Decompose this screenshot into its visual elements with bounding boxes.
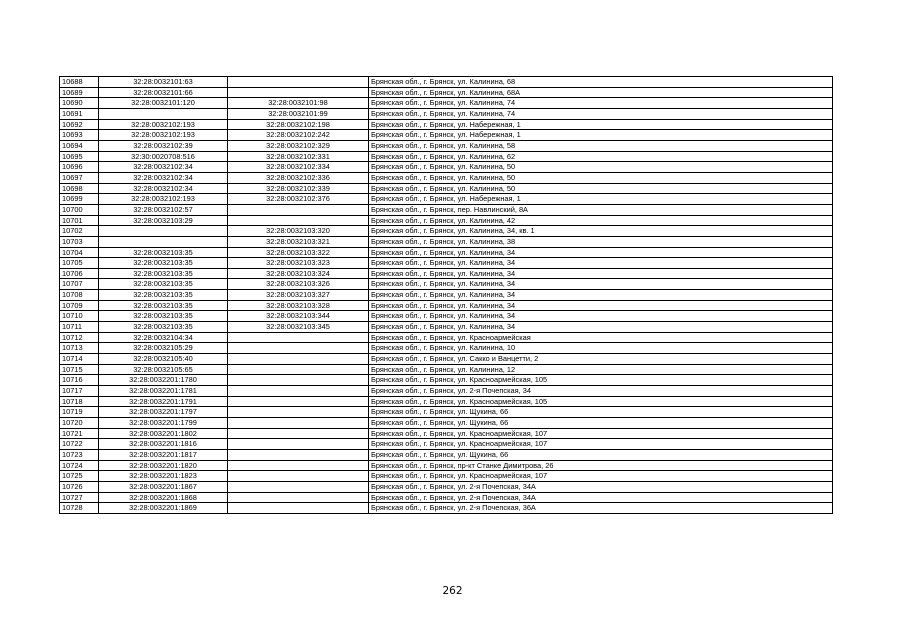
object-cadastral-number-cell xyxy=(228,439,369,450)
object-cadastral-number-cell xyxy=(228,343,369,354)
table-row xyxy=(60,247,833,258)
row-number-cell: 10704 xyxy=(60,247,99,258)
address-cell: Брянская обл., г. Брянск, ул. Набережная, 1 xyxy=(369,130,833,141)
table-row xyxy=(60,172,833,183)
address-cell: Брянская обл., г. Брянск, ул. Красноармейская, 105 xyxy=(369,396,833,407)
parcel-cadastral-number-cell: 32:28:0032102:39 xyxy=(99,140,228,151)
table-row xyxy=(60,386,833,397)
object-cadastral-number-cell xyxy=(228,77,369,88)
address-cell: Брянская обл., г. Брянск, ул. Калинина, 34, кв. 1 xyxy=(369,226,833,237)
row-number-cell: 10700 xyxy=(60,204,99,215)
address-cell: Брянская обл., г. Брянск, ул. Набережная, 1 xyxy=(369,194,833,205)
row-number-cell: 10715 xyxy=(60,364,99,375)
row-number-cell: 10714 xyxy=(60,354,99,365)
parcel-cadastral-number-cell: 32:28:0032105:29 xyxy=(99,343,228,354)
object-cadastral-number-cell xyxy=(228,396,369,407)
document-page xyxy=(59,76,833,514)
object-cadastral-number-cell xyxy=(228,364,369,375)
row-number-cell: 10699 xyxy=(60,194,99,205)
address-cell: Брянская обл., г. Брянск, ул. Калинина, 58 xyxy=(369,140,833,151)
table-row xyxy=(60,98,833,109)
parcel-cadastral-number-cell: 32:28:0032201:1780 xyxy=(99,375,228,386)
parcel-cadastral-number-cell xyxy=(99,236,228,247)
address-cell: Брянская обл., г. Брянск, ул. Щукина, 66 xyxy=(369,418,833,429)
table-row xyxy=(60,375,833,386)
parcel-cadastral-number-cell: 32:28:0032201:1817 xyxy=(99,449,228,460)
row-number-cell: 10690 xyxy=(60,98,99,109)
address-cell: Брянская обл., г. Брянск, ул. Сакко и Ванцетти, 2 xyxy=(369,354,833,365)
table-row xyxy=(60,77,833,88)
address-cell: Брянская обл., г. Брянск, ул. Щукина, 66 xyxy=(369,449,833,460)
address-cell: Брянская обл., г. Брянск, ул. Красноармейская, 105 xyxy=(369,375,833,386)
cadastral-table-body xyxy=(60,77,833,514)
table-row xyxy=(60,119,833,130)
row-number-cell: 10701 xyxy=(60,215,99,226)
table-row xyxy=(60,140,833,151)
address-cell: Брянская обл., г. Брянск, ул. Калинина, 34 xyxy=(369,247,833,258)
table-row xyxy=(60,439,833,450)
object-cadastral-number-cell xyxy=(228,418,369,429)
parcel-cadastral-number-cell: 32:28:0032201:1867 xyxy=(99,481,228,492)
address-cell: Брянская обл., г. Брянск, ул. Красноармейская xyxy=(369,332,833,343)
parcel-cadastral-number-cell: 32:28:0032103:35 xyxy=(99,258,228,269)
row-number-cell: 10712 xyxy=(60,332,99,343)
row-number-cell: 10689 xyxy=(60,87,99,98)
address-cell: Брянская обл., г. Брянск, ул. Щукина, 66 xyxy=(369,407,833,418)
row-number-cell: 10693 xyxy=(60,130,99,141)
address-cell: Брянская обл., г. Брянск, ул. Красноармейская, 107 xyxy=(369,428,833,439)
row-number-cell: 10706 xyxy=(60,268,99,279)
object-cadastral-number-cell: 32:28:0032102:334 xyxy=(228,162,369,173)
object-cadastral-number-cell: 32:28:0032102:339 xyxy=(228,183,369,194)
parcel-cadastral-number-cell: 32:28:0032103:35 xyxy=(99,311,228,322)
object-cadastral-number-cell xyxy=(228,460,369,471)
object-cadastral-number-cell xyxy=(228,481,369,492)
address-cell: Брянская обл., г. Брянск, ул. Калинина, 34 xyxy=(369,300,833,311)
table-row xyxy=(60,503,833,514)
row-number-cell: 10703 xyxy=(60,236,99,247)
row-number-cell: 10710 xyxy=(60,311,99,322)
parcel-cadastral-number-cell: 32:28:0032103:29 xyxy=(99,215,228,226)
object-cadastral-number-cell: 32:28:0032101:99 xyxy=(228,108,369,119)
row-number-cell: 10705 xyxy=(60,258,99,269)
row-number-cell: 10702 xyxy=(60,226,99,237)
object-cadastral-number-cell: 32:28:0032103:322 xyxy=(228,247,369,258)
address-cell: Брянская обл., г. Брянск, ул. Калинина, 10 xyxy=(369,343,833,354)
row-number-cell: 10707 xyxy=(60,279,99,290)
address-cell: Брянская обл., г. Брянск, ул. Калинина, 34 xyxy=(369,268,833,279)
row-number-cell: 10718 xyxy=(60,396,99,407)
parcel-cadastral-number-cell: 32:28:0032102:57 xyxy=(99,204,228,215)
row-number-cell: 10727 xyxy=(60,492,99,503)
table-row xyxy=(60,226,833,237)
parcel-cadastral-number-cell xyxy=(99,226,228,237)
parcel-cadastral-number-cell: 32:28:0032201:1869 xyxy=(99,503,228,514)
object-cadastral-number-cell xyxy=(228,87,369,98)
address-cell: Брянская обл., г. Брянск, ул. Калинина, 50 xyxy=(369,172,833,183)
table-row xyxy=(60,481,833,492)
address-cell: Брянская обл., г. Брянск, ул. Калинина, 62 xyxy=(369,151,833,162)
address-cell: Брянская обл., г. Брянск, ул. 2-я Почепская, 34А xyxy=(369,492,833,503)
object-cadastral-number-cell: 32:28:0032103:324 xyxy=(228,268,369,279)
row-number-cell: 10708 xyxy=(60,290,99,301)
parcel-cadastral-number-cell: 32:28:0032201:1868 xyxy=(99,492,228,503)
object-cadastral-number-cell: 32:28:0032103:345 xyxy=(228,322,369,333)
object-cadastral-number-cell: 32:28:0032103:320 xyxy=(228,226,369,237)
parcel-cadastral-number-cell: 32:28:0032101:66 xyxy=(99,87,228,98)
parcel-cadastral-number-cell: 32:28:0032101:63 xyxy=(99,77,228,88)
table-row xyxy=(60,258,833,269)
address-cell: Брянская обл., г. Брянск, ул. Калинина, 34 xyxy=(369,290,833,301)
object-cadastral-number-cell xyxy=(228,204,369,215)
object-cadastral-number-cell: 32:28:0032102:242 xyxy=(228,130,369,141)
table-row xyxy=(60,311,833,322)
address-cell: Брянская обл., г. Брянск, пр-кт Станке Димитрова, 26 xyxy=(369,460,833,471)
parcel-cadastral-number-cell: 32:28:0032103:35 xyxy=(99,268,228,279)
object-cadastral-number-cell xyxy=(228,492,369,503)
row-number-cell: 10720 xyxy=(60,418,99,429)
address-cell: Брянская обл., г. Брянск, ул. Красноармейская, 107 xyxy=(369,439,833,450)
row-number-cell: 10728 xyxy=(60,503,99,514)
address-cell: Брянская обл., г. Брянск, ул. Калинина, 34 xyxy=(369,311,833,322)
table-row xyxy=(60,215,833,226)
address-cell: Брянская обл., г. Брянск, ул. Калинина, 50 xyxy=(369,162,833,173)
address-cell: Брянская обл., г. Брянск, ул. Калинина, 34 xyxy=(369,279,833,290)
table-row xyxy=(60,130,833,141)
row-number-cell: 10726 xyxy=(60,481,99,492)
object-cadastral-number-cell xyxy=(228,407,369,418)
table-row xyxy=(60,162,833,173)
address-cell: Брянская обл., г. Брянск, ул. 2-я Почепская, 34 xyxy=(369,386,833,397)
address-cell: Брянская обл., г. Брянск, ул. Калинина, 50 xyxy=(369,183,833,194)
row-number-cell: 10711 xyxy=(60,322,99,333)
object-cadastral-number-cell: 32:28:0032101:98 xyxy=(228,98,369,109)
table-row xyxy=(60,354,833,365)
table-row xyxy=(60,300,833,311)
table-row xyxy=(60,204,833,215)
object-cadastral-number-cell: 32:28:0032102:198 xyxy=(228,119,369,130)
address-cell: Брянская обл., г. Брянск, ул. 2-я Почепская, 34А xyxy=(369,481,833,492)
parcel-cadastral-number-cell: 32:28:0032201:1791 xyxy=(99,396,228,407)
parcel-cadastral-number-cell: 32:28:0032101:120 xyxy=(99,98,228,109)
row-number-cell: 10694 xyxy=(60,140,99,151)
address-cell: Брянская обл., г. Брянск, ул. Калинина, 34 xyxy=(369,322,833,333)
table-row xyxy=(60,428,833,439)
parcel-cadastral-number-cell: 32:28:0032102:193 xyxy=(99,194,228,205)
object-cadastral-number-cell xyxy=(228,503,369,514)
table-row xyxy=(60,492,833,503)
parcel-cadastral-number-cell xyxy=(99,108,228,119)
table-row xyxy=(60,268,833,279)
row-number-cell: 10722 xyxy=(60,439,99,450)
parcel-cadastral-number-cell: 32:28:0032201:1797 xyxy=(99,407,228,418)
address-cell: Брянская обл., г. Брянск, ул. Калинина, 68 xyxy=(369,77,833,88)
row-number-cell: 10697 xyxy=(60,172,99,183)
object-cadastral-number-cell: 32:28:0032103:326 xyxy=(228,279,369,290)
row-number-cell: 10696 xyxy=(60,162,99,173)
address-cell: Брянская обл., г. Брянск, ул. Калинина, 12 xyxy=(369,364,833,375)
parcel-cadastral-number-cell: 32:28:0032102:34 xyxy=(99,162,228,173)
row-number-cell: 10719 xyxy=(60,407,99,418)
parcel-cadastral-number-cell: 32:28:0032102:193 xyxy=(99,130,228,141)
page-number: 262 xyxy=(442,585,463,597)
address-cell: Брянская обл., г. Брянск, пер. Навлинский, 8А xyxy=(369,204,833,215)
parcel-cadastral-number-cell: 32:28:0032201:1799 xyxy=(99,418,228,429)
row-number-cell: 10725 xyxy=(60,471,99,482)
parcel-cadastral-number-cell: 32:28:0032103:35 xyxy=(99,300,228,311)
row-number-cell: 10721 xyxy=(60,428,99,439)
parcel-cadastral-number-cell: 32:28:0032201:1816 xyxy=(99,439,228,450)
table-row xyxy=(60,151,833,162)
parcel-cadastral-number-cell: 32:30:0020708:516 xyxy=(99,151,228,162)
parcel-cadastral-number-cell: 32:28:0032103:35 xyxy=(99,322,228,333)
object-cadastral-number-cell xyxy=(228,449,369,460)
table-row xyxy=(60,87,833,98)
parcel-cadastral-number-cell: 32:28:0032201:1781 xyxy=(99,386,228,397)
parcel-cadastral-number-cell: 32:28:0032105:40 xyxy=(99,354,228,365)
table-row xyxy=(60,194,833,205)
address-cell: Брянская обл., г. Брянск, ул. Калинина, 68А xyxy=(369,87,833,98)
parcel-cadastral-number-cell: 32:28:0032103:35 xyxy=(99,290,228,301)
table-row xyxy=(60,396,833,407)
object-cadastral-number-cell: 32:28:0032102:331 xyxy=(228,151,369,162)
table-row xyxy=(60,407,833,418)
row-number-cell: 10698 xyxy=(60,183,99,194)
parcel-cadastral-number-cell: 32:28:0032201:1802 xyxy=(99,428,228,439)
row-number-cell: 10724 xyxy=(60,460,99,471)
object-cadastral-number-cell xyxy=(228,428,369,439)
object-cadastral-number-cell: 32:28:0032102:376 xyxy=(228,194,369,205)
table-row xyxy=(60,279,833,290)
address-cell: Брянская обл., г. Брянск, ул. Калинина, 38 xyxy=(369,236,833,247)
row-number-cell: 10713 xyxy=(60,343,99,354)
parcel-cadastral-number-cell: 32:28:0032105:65 xyxy=(99,364,228,375)
parcel-cadastral-number-cell: 32:28:0032102:193 xyxy=(99,119,228,130)
object-cadastral-number-cell xyxy=(228,354,369,365)
row-number-cell: 10716 xyxy=(60,375,99,386)
table-row xyxy=(60,183,833,194)
table-row xyxy=(60,322,833,333)
row-number-cell: 10692 xyxy=(60,119,99,130)
parcel-cadastral-number-cell: 32:28:0032103:35 xyxy=(99,247,228,258)
parcel-cadastral-number-cell: 32:28:0032201:1820 xyxy=(99,460,228,471)
object-cadastral-number-cell: 32:28:0032103:328 xyxy=(228,300,369,311)
parcel-cadastral-number-cell: 32:28:0032201:1823 xyxy=(99,471,228,482)
row-number-cell: 10695 xyxy=(60,151,99,162)
parcel-cadastral-number-cell: 32:28:0032102:34 xyxy=(99,172,228,183)
table-row xyxy=(60,418,833,429)
row-number-cell: 10717 xyxy=(60,386,99,397)
parcel-cadastral-number-cell: 32:28:0032104:34 xyxy=(99,332,228,343)
address-cell: Брянская обл., г. Брянск, ул. Набережная, 1 xyxy=(369,119,833,130)
object-cadastral-number-cell: 32:28:0032102:329 xyxy=(228,140,369,151)
object-cadastral-number-cell xyxy=(228,375,369,386)
table-row xyxy=(60,471,833,482)
object-cadastral-number-cell: 32:28:0032103:344 xyxy=(228,311,369,322)
address-cell: Брянская обл., г. Брянск, ул. Калинина, 74 xyxy=(369,98,833,109)
row-number-cell: 10709 xyxy=(60,300,99,311)
table-row xyxy=(60,343,833,354)
address-cell: Брянская обл., г. Брянск, ул. Калинина, 42 xyxy=(369,215,833,226)
object-cadastral-number-cell: 32:28:0032103:321 xyxy=(228,236,369,247)
cadastral-table xyxy=(59,76,833,514)
address-cell: Брянская обл., г. Брянск, ул. Калинина, 34 xyxy=(369,258,833,269)
object-cadastral-number-cell xyxy=(228,332,369,343)
row-number-cell: 10723 xyxy=(60,449,99,460)
object-cadastral-number-cell: 32:28:0032102:336 xyxy=(228,172,369,183)
parcel-cadastral-number-cell: 32:28:0032103:35 xyxy=(99,279,228,290)
object-cadastral-number-cell xyxy=(228,215,369,226)
table-row xyxy=(60,108,833,119)
object-cadastral-number-cell xyxy=(228,471,369,482)
address-cell: Брянская обл., г. Брянск, ул. Калинина, 74 xyxy=(369,108,833,119)
object-cadastral-number-cell xyxy=(228,386,369,397)
table-row xyxy=(60,449,833,460)
table-row xyxy=(60,290,833,301)
address-cell: Брянская обл., г. Брянск, ул. 2-я Почепская, 36А xyxy=(369,503,833,514)
object-cadastral-number-cell: 32:28:0032103:323 xyxy=(228,258,369,269)
table-row xyxy=(60,364,833,375)
table-row xyxy=(60,236,833,247)
object-cadastral-number-cell: 32:28:0032103:327 xyxy=(228,290,369,301)
row-number-cell: 10688 xyxy=(60,77,99,88)
parcel-cadastral-number-cell: 32:28:0032102:34 xyxy=(99,183,228,194)
table-row xyxy=(60,460,833,471)
row-number-cell: 10691 xyxy=(60,108,99,119)
address-cell: Брянская обл., г. Брянск, ул. Красноармейская, 107 xyxy=(369,471,833,482)
table-row xyxy=(60,332,833,343)
